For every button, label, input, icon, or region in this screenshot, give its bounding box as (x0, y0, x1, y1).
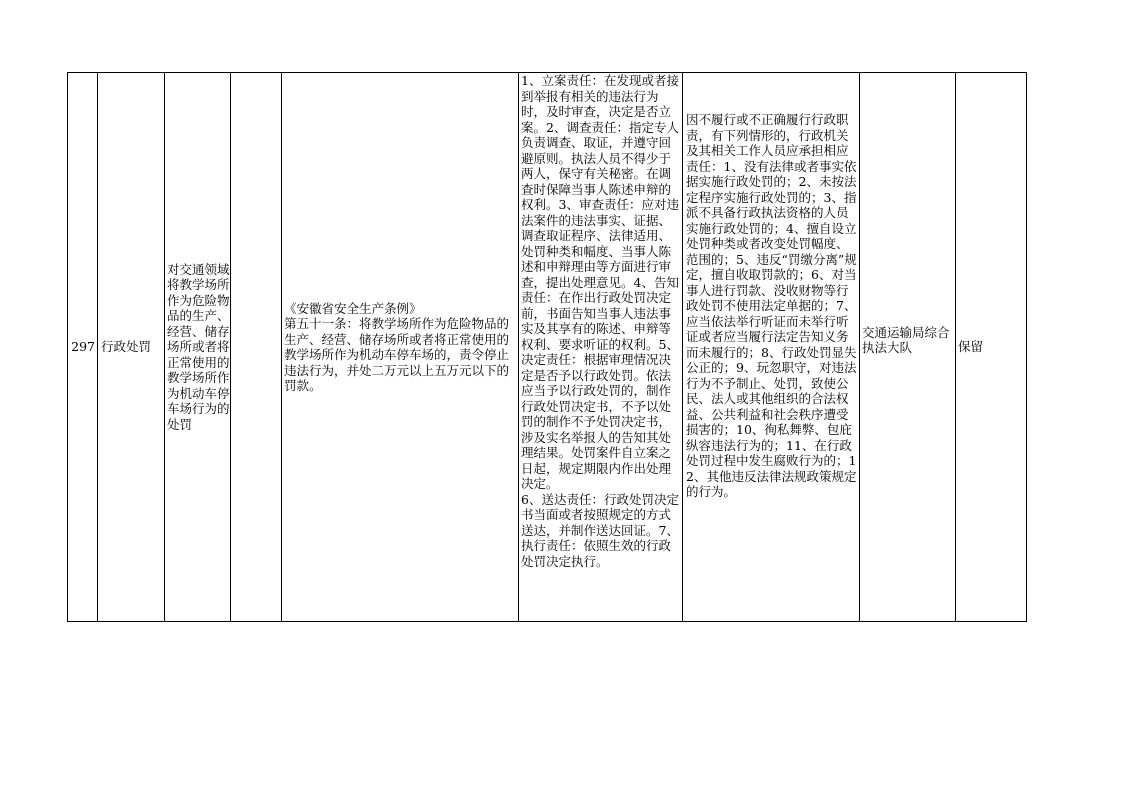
power-category-cell (98, 73, 165, 622)
row-number: 297 (71, 339, 95, 355)
legal-basis-text: 第五十一条：将教学场所作为危险物品的生产、经营、储存场所或者将正常使用的教学场所作为机动车停车场的，责令停止违法行为，并处二万元以上五万元以下的罚款。 (284, 316, 510, 393)
department-name: 交通运输局综合执法大队 (862, 324, 950, 355)
responsibility-cell (519, 73, 683, 622)
power-category: 行政处罚 (101, 339, 152, 355)
remark-cell (956, 73, 1027, 622)
responsibility-content (521, 73, 682, 621)
accountability-cell (683, 73, 860, 622)
sub-item-cell (231, 73, 282, 622)
department-cell (860, 73, 956, 622)
power-list-table (67, 72, 1027, 622)
table-row (68, 73, 1027, 622)
accountability-text: 因不履行或不正确履行行政职责，有下列情形的，行政机关及其相关工作人员应承担相应责任：1、没有法律或者事实依据实施行政处罚的；2、未按法定程序实施行政处罚的；3、指派不具备行政执法资格的人员实施行政处罚的；4、擅自设立处罚种类或者改变处罚幅度、范围的；5、违反“罚缴分离”规定，擅自收取罚款的；6、对当事人进行罚款、没收财物等行政处罚不使用法定单据的；7、应当依法举行听证而未举行听证或者应当履行法定告知义务而未履行的；8、行政处罚显失公正的；9、玩忽职守，对违法行为不予制止、处罚，致使公民、法人或其他组织的合法权益、公共利益和社会秩序遭受损害的；10、徇私舞弊、包庇纵容违法行为的；11、在行政处罚过程中发生腐败行为的；12、其他违反法律法规政策规定的行为。 (686, 112, 857, 500)
row-number-cell (68, 73, 98, 622)
responsibility-text-part1: 1、立案责任：在发现或者接到举报有相关的违法行为时，及时审查，决定是否立案。2、调查责任：指定专人负责调查、取证，并遵守回避原则。执法人员不得少于两人，保守有关秘密。在调查时保障当事人陈述申辩的权利。3、审查责任：应对违法案件的违法事实、证据、调查取证程序、法律适用、处罚种类和幅度、当事人陈述和申辩理由等方面进行审查，提出处理意见。4、告知责任：在作出行政处罚决定前，书面告知当事人违法事实及其享有的陈述、申辩等权利、要求听证的权利。5、决定责任：根据审理情况决定是否予以行政处罚。依法应当予以行政处罚的，制作行政处罚决定书，不予以处罚的制作不予处罚决定书，涉及实名举报人的告知其处理结果。处罚案件自立案之日起，规定期限内作出处理决定。 (521, 73, 679, 491)
item-name-cell (165, 73, 231, 622)
legal-basis-cell (282, 73, 519, 622)
legal-basis-title: 《安徽省安全生产条例》 (284, 300, 422, 316)
responsibility-text-part2: 6、送达责任：行政处罚决定书当面或者按照规定的方式送达，并制作送达回证。7、执行责任：依照生效的行政处罚决定执行。 (521, 491, 679, 569)
remark: 保留 (958, 339, 984, 355)
item-name: 对交通领域将教学场所作为危险物品的生产、经营、储存场所或者将正常使用的教学场所作为机动车停车场行为的处罚 (167, 261, 230, 432)
